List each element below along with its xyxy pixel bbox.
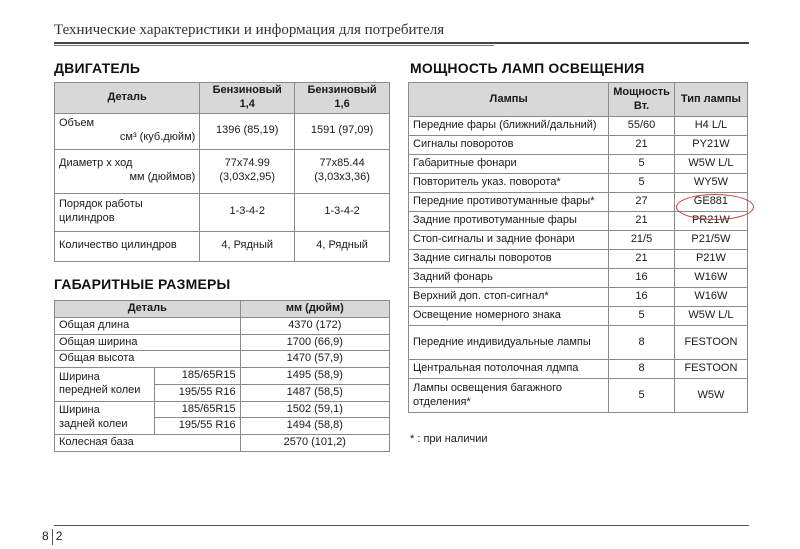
bulb-name: Задний фонарь bbox=[409, 269, 609, 288]
table-row bbox=[409, 193, 748, 212]
engine-cylinders-label: Количество цилиндров bbox=[55, 231, 200, 261]
length-label: Общая длина bbox=[55, 317, 241, 334]
height-label: Общая высота bbox=[55, 351, 241, 368]
front-track-label bbox=[55, 368, 155, 402]
engine-bore-14: 77x74.99 (3,03x2,95) bbox=[200, 149, 295, 193]
page-header-title: Технические характеристики и информация для потребителя bbox=[54, 22, 445, 38]
bulb-type: W5W bbox=[674, 379, 747, 413]
bulb-type: W16W bbox=[674, 269, 747, 288]
bulb-name: Передние индивидуальные лампы bbox=[409, 326, 609, 360]
dimensions-header-row bbox=[55, 301, 390, 318]
table-row bbox=[409, 379, 748, 413]
page-number-divider bbox=[52, 529, 53, 545]
bulb-name: Повторитель указ. поворота* bbox=[409, 174, 609, 193]
table-row bbox=[55, 368, 390, 385]
page-section: 8 bbox=[42, 529, 49, 544]
rear-track-tire-1: 185/65R15 bbox=[154, 401, 240, 418]
height-value: 1470 (57,9) bbox=[240, 351, 389, 368]
bulbs-table bbox=[408, 82, 748, 413]
bulb-power: 5 bbox=[609, 155, 675, 174]
bulb-type: H4 L/L bbox=[674, 117, 747, 136]
width-label: Общая ширина bbox=[55, 334, 241, 351]
engine-displacement-unit: см³ (куб.дюйм) bbox=[119, 131, 196, 143]
engine-firing-order-label: Порядок работы цилиндров bbox=[55, 193, 200, 231]
length-value: 4370 (172) bbox=[240, 317, 389, 334]
bulb-name: Центральная потолочная лдмпа bbox=[409, 360, 609, 379]
table-row bbox=[55, 149, 390, 193]
page-number bbox=[42, 529, 62, 545]
table-row bbox=[55, 113, 390, 149]
table-row bbox=[409, 212, 748, 231]
table-row bbox=[409, 326, 748, 360]
bulb-power: 21 bbox=[609, 136, 675, 155]
rear-track-tire-2: 195/55 R16 bbox=[154, 418, 240, 435]
table-row bbox=[409, 231, 748, 250]
bulbs-header-lamp: Лампы bbox=[409, 83, 609, 117]
engine-cylinders-16: 4, Рядный bbox=[295, 231, 390, 261]
bulb-power: 21 bbox=[609, 212, 675, 231]
bulbs-header-type: Тип лампы bbox=[674, 83, 747, 117]
page-index: 2 bbox=[55, 529, 63, 544]
wheelbase-label: Колесная база bbox=[55, 435, 241, 452]
table-row bbox=[409, 360, 748, 379]
engine-row-label bbox=[55, 113, 200, 149]
bulb-name: Передние противотуманные фары* bbox=[409, 193, 609, 212]
bulb-type: GE881 bbox=[674, 193, 747, 212]
dimensions-table bbox=[54, 300, 390, 452]
rear-track-label-line2: задней колеи bbox=[59, 417, 128, 430]
table-row bbox=[55, 401, 390, 418]
table-row bbox=[409, 136, 748, 155]
bulb-name: Лампы освещения багажного отделения* bbox=[409, 379, 609, 413]
table-row bbox=[55, 317, 390, 334]
header-rule-secondary bbox=[54, 45, 494, 46]
bulb-power: 5 bbox=[609, 307, 675, 326]
bulb-type: WY5W bbox=[674, 174, 747, 193]
rear-track-value-2: 1494 (58,8) bbox=[240, 418, 389, 435]
table-row bbox=[409, 288, 748, 307]
table-row bbox=[55, 231, 390, 261]
bulb-type: FESTOON bbox=[674, 360, 747, 379]
bulb-power: 21/5 bbox=[609, 231, 675, 250]
bulb-name: Сигналы поворотов bbox=[409, 136, 609, 155]
wheelbase-value: 2570 (101,2) bbox=[240, 435, 389, 452]
engine-row-label bbox=[55, 149, 200, 193]
engine-header-petrol-14: Бензиновый 1,4 bbox=[200, 83, 295, 114]
engine-table bbox=[54, 82, 390, 262]
dimensions-section-title: ГАБАРИТНЫЕ РАЗМЕРЫ bbox=[54, 276, 231, 292]
engine-firing-order-16: 1-3-4-2 bbox=[295, 193, 390, 231]
engine-displacement-16: 1591 (97,09) bbox=[295, 113, 390, 149]
bulb-name: Задние противотуманные фары bbox=[409, 212, 609, 231]
table-row bbox=[409, 269, 748, 288]
bulb-power: 16 bbox=[609, 269, 675, 288]
front-track-tire-1: 185/65R15 bbox=[154, 368, 240, 385]
bulb-name: Передние фары (ближний/дальний) bbox=[409, 117, 609, 136]
engine-cylinders-14: 4, Рядный bbox=[200, 231, 295, 261]
front-track-value-2: 1487 (58,5) bbox=[240, 384, 389, 401]
footer-rule bbox=[54, 525, 749, 526]
front-track-value-1: 1495 (58,9) bbox=[240, 368, 389, 385]
engine-header-petrol-16: Бензиновый 1,6 bbox=[295, 83, 390, 114]
table-row bbox=[55, 435, 390, 452]
bulb-type: FESTOON bbox=[674, 326, 747, 360]
engine-bore-unit: мм (дюймов) bbox=[129, 171, 196, 183]
bulb-type: PY21W bbox=[674, 136, 747, 155]
front-track-label-line1: Ширина bbox=[59, 370, 100, 383]
table-row bbox=[409, 307, 748, 326]
bulb-name: Верхний доп. стоп-сигнал* bbox=[409, 288, 609, 307]
dimensions-header-part: Деталь bbox=[55, 301, 241, 318]
bulbs-section-title: МОЩНОСТЬ ЛАМП ОСВЕЩЕНИЯ bbox=[410, 60, 645, 76]
bulb-power: 8 bbox=[609, 326, 675, 360]
table-row bbox=[55, 193, 390, 231]
header-rule bbox=[54, 42, 749, 44]
table-row bbox=[55, 351, 390, 368]
engine-bore-16: 77x85.44 (3,03x3,36) bbox=[295, 149, 390, 193]
bulb-power: 55/60 bbox=[609, 117, 675, 136]
rear-track-label-line1: Ширина bbox=[59, 404, 100, 416]
engine-header-part: Деталь bbox=[55, 83, 200, 114]
bulbs-header-power: Мощность Вт. bbox=[609, 83, 675, 117]
bulb-name: Освещение номерного знака bbox=[409, 307, 609, 326]
bulb-type: W5W L/L bbox=[674, 307, 747, 326]
bulb-type: PR21W bbox=[674, 212, 747, 231]
bulb-type: W5W L/L bbox=[674, 155, 747, 174]
bulb-type: P21/5W bbox=[674, 231, 747, 250]
rear-track-value-1: 1502 (59,1) bbox=[240, 401, 389, 418]
front-track-tire-2: 195/55 R16 bbox=[154, 384, 240, 401]
engine-header-row bbox=[55, 83, 390, 114]
footnote: * : при наличии bbox=[410, 433, 488, 445]
table-row bbox=[55, 334, 390, 351]
bulb-type: W16W bbox=[674, 288, 747, 307]
bulbs-header-row bbox=[409, 83, 748, 117]
bulb-power: 5 bbox=[609, 379, 675, 413]
bulb-name: Стоп-сигналы и задние фонари bbox=[409, 231, 609, 250]
bulb-power: 5 bbox=[609, 174, 675, 193]
front-track-label-line2: передней колеи bbox=[59, 384, 141, 397]
width-value: 1700 (66,9) bbox=[240, 334, 389, 351]
table-row bbox=[409, 117, 748, 136]
engine-section-title: ДВИГАТЕЛЬ bbox=[54, 60, 141, 76]
table-row bbox=[409, 155, 748, 174]
table-row bbox=[409, 174, 748, 193]
table-row bbox=[409, 250, 748, 269]
bulb-power: 8 bbox=[609, 360, 675, 379]
engine-displacement-label: Объем bbox=[59, 117, 95, 130]
bulb-type: P21W bbox=[674, 250, 747, 269]
bulb-name: Габаритные фонари bbox=[409, 155, 609, 174]
bulb-name: Задние сигналы поворотов bbox=[409, 250, 609, 269]
engine-bore-label: Диаметр х ход bbox=[59, 157, 133, 170]
engine-displacement-14: 1396 (85,19) bbox=[200, 113, 295, 149]
rear-track-label bbox=[55, 401, 155, 435]
bulb-power: 21 bbox=[609, 250, 675, 269]
dimensions-header-value: мм (дюйм) bbox=[240, 301, 389, 318]
bulb-power: 16 bbox=[609, 288, 675, 307]
engine-firing-order-14: 1-3-4-2 bbox=[200, 193, 295, 231]
bulb-power: 27 bbox=[609, 193, 675, 212]
